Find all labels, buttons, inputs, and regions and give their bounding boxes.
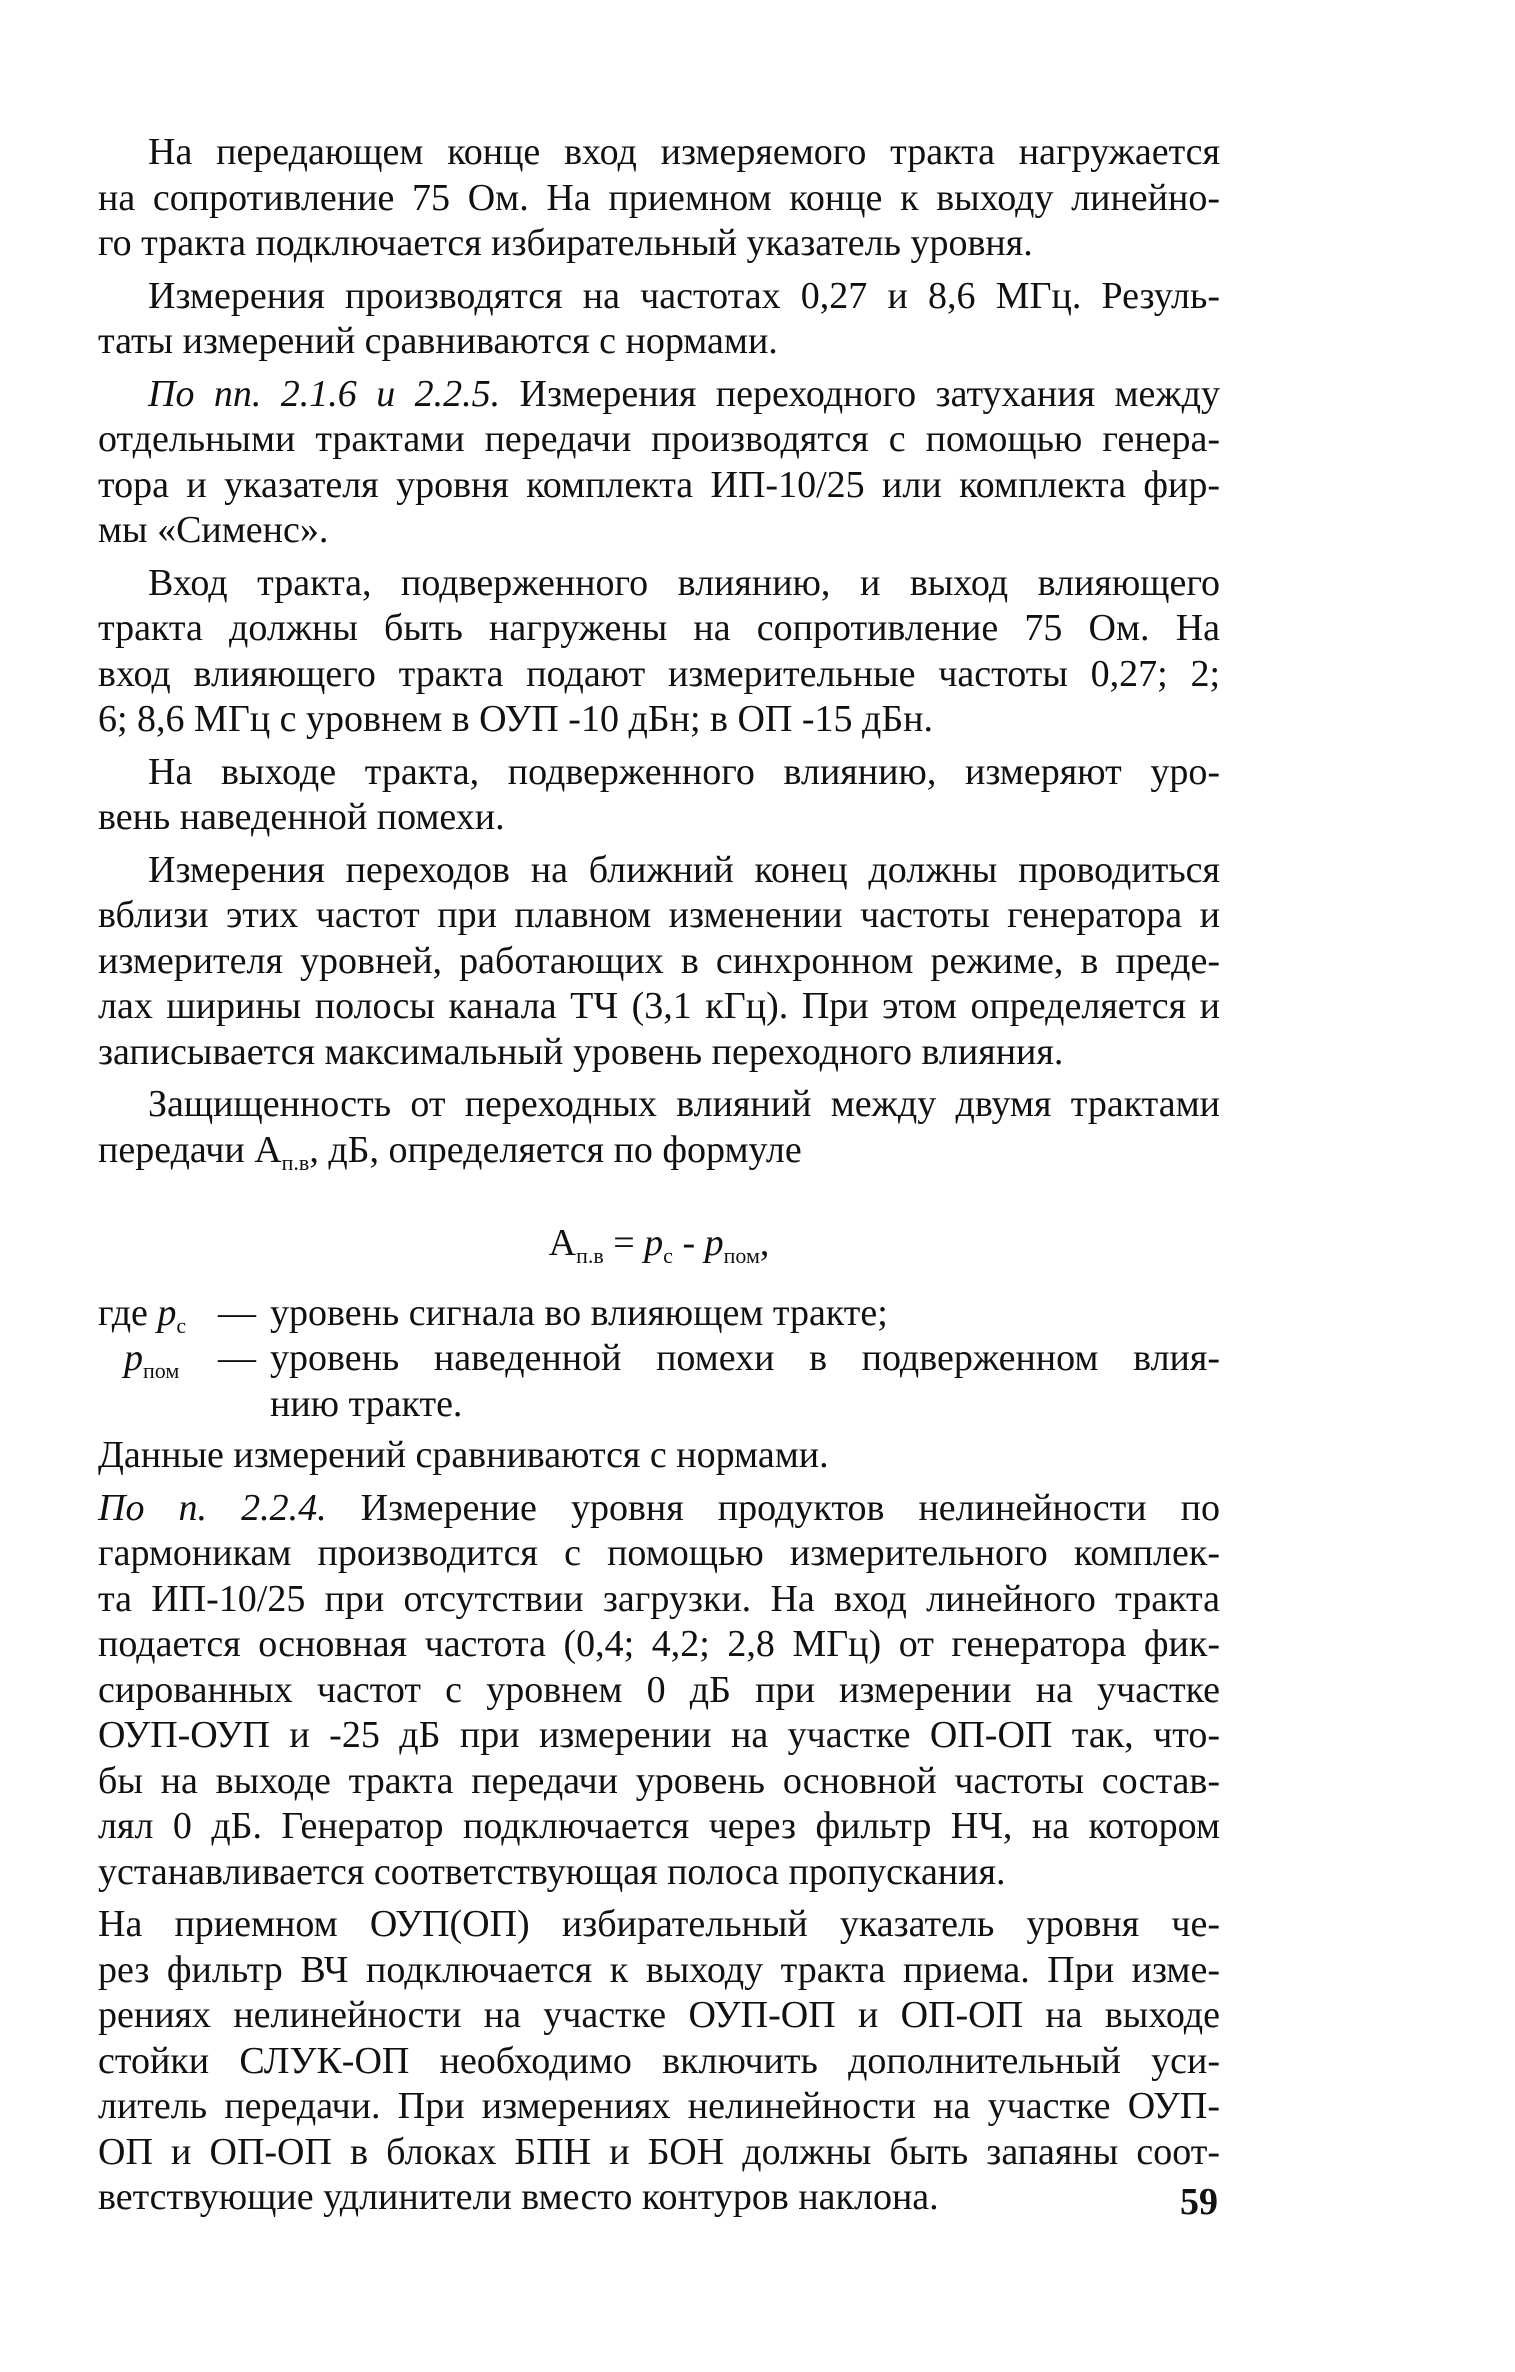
text-line: таты измерений сравниваются с нормами. xyxy=(98,320,778,362)
definition-text: уровень сигнала во влияющем тракте; xyxy=(270,1291,888,1334)
formula-symbol: p xyxy=(157,1291,177,1334)
text-line: вход влияющего тракта подают измерительные частоты 0,27; 2; xyxy=(98,652,1220,695)
formula xyxy=(98,1221,1220,1267)
text-line: записывается максимальный уровень переходного влияния. xyxy=(98,1030,1064,1073)
text-line: литель передачи. При измерениях нелинейности на участке ОУП- xyxy=(98,2085,1220,2127)
subscript: пом xyxy=(723,1243,760,1268)
text-line: Измерения переходов на ближний конец должны проводиться xyxy=(148,848,1220,891)
text-line: подается основная частота (0,4; 4,2; 2,8 МГц) от генератора фик- xyxy=(98,1623,1220,1665)
text-line xyxy=(98,372,1220,418)
paragraph-3 xyxy=(98,372,1220,554)
subscript: п.в xyxy=(576,1243,604,1268)
text-line xyxy=(98,1128,1220,1174)
text-line: Вход тракта, подверженного влиянию, и выход влияющего xyxy=(148,561,1220,604)
definition-list xyxy=(98,1291,1220,1428)
subscript: пом xyxy=(143,1358,180,1383)
text-line: бы на выходе тракта передачи уровень основной частоты состав- xyxy=(98,1759,1220,1802)
page-number: 59 xyxy=(1180,2181,1218,2223)
paragraph-1 xyxy=(98,130,1220,267)
text-line: тракта должны быть нагружены на сопротивление 75 Ом. На xyxy=(98,607,1220,649)
text-line: вблизи этих частот при плавном изменении частоты генератора и xyxy=(98,894,1220,936)
formula-symbol: А xyxy=(548,1222,577,1264)
text-line: отдельными трактами передачи производятся с помощью генера- xyxy=(98,418,1220,460)
text-span: передачи А xyxy=(98,1128,282,1171)
text-line: на сопротивление 75 Ом. На приемном конце к выходу линейно- xyxy=(98,176,1220,219)
text-line: тора и указателя уровня комплекта ИП-10/25 или комплекта фир- xyxy=(98,463,1220,506)
text-line: Данные измерений сравниваются с нормами. xyxy=(98,1434,829,1476)
formula-symbol: p xyxy=(124,1337,143,1379)
section-reference: По п. 2.2.4. xyxy=(98,1486,327,1529)
text-line: измерителя уровней, работающих в синхронном режиме, в преде- xyxy=(98,939,1220,982)
formula-punctuation: , xyxy=(759,1222,770,1264)
paragraph-10 xyxy=(98,1902,1220,2221)
text-line: На приемном ОУП(ОП) избирательный указатель уровня че- xyxy=(98,1903,1220,1945)
definition-term xyxy=(98,1291,218,1337)
subscript: п.в xyxy=(281,1149,310,1175)
text-line: уровень наведенной помехи в подверженном влия- xyxy=(270,1337,1220,1379)
text-line: лах ширины полосы канала ТЧ (3,1 кГц). При этом определяется и xyxy=(98,985,1220,1027)
definition-text xyxy=(270,1336,1220,1427)
page-body xyxy=(98,130,1220,2228)
text-line: Измерения производятся на частотах 0,27 и 8,6 МГц. Резуль- xyxy=(148,274,1220,317)
text-line: 6; 8,6 МГц с уровнем в ОУП -10 дБн; в ОП -15 дБн. xyxy=(98,698,933,740)
text-line xyxy=(98,1486,1220,1532)
paragraph-8 xyxy=(98,1433,1220,1479)
definition-dash: — xyxy=(218,1291,256,1334)
paragraph-6 xyxy=(98,848,1220,1076)
text-line: стойки СЛУК-ОП необходимо включить дополнительный уси- xyxy=(98,2039,1220,2082)
paragraph-9 xyxy=(98,1486,1220,1896)
text-line: На передающем конце вход измеряемого тракта нагружается xyxy=(148,131,1220,173)
text-line: го тракта подключается избирательный указатель уровня. xyxy=(98,222,1033,264)
subscript: с xyxy=(176,1312,187,1338)
text-span: где xyxy=(98,1291,158,1334)
text-line: ветствующие удлинители вместо контуров наклона. xyxy=(98,2176,939,2218)
text-line: та ИП-10/25 при отсутствии загрузки. На вход линейного тракта xyxy=(98,1577,1220,1620)
definition-term xyxy=(98,1336,218,1427)
text-line: устанавливается соответствующая полоса пропускания. xyxy=(98,1850,1006,1893)
text-line: ОП и ОП-ОП в блоках БПН и БОН должны быть запаяны соот- xyxy=(98,2130,1220,2173)
formula-operator: = xyxy=(603,1222,645,1264)
text-line: гармоникам производится с помощью измерительного комплек- xyxy=(98,1532,1220,1574)
section-reference: По пп. 2.1.6 и 2.2.5. xyxy=(148,372,501,415)
formula-symbol: p xyxy=(644,1222,664,1264)
text-line: ОУП-ОУП и -25 дБ при измерении на участке ОП-ОП так, что- xyxy=(98,1714,1220,1756)
paragraph-4 xyxy=(98,561,1220,743)
text-line: мы «Сименс». xyxy=(98,509,329,551)
formula-operator: - xyxy=(672,1222,705,1264)
text-line: сированных частот с уровнем 0 дБ при измерении на участке xyxy=(98,1668,1220,1711)
text-line: На выходе тракта, подверженного влиянию, измеряют уро- xyxy=(148,750,1220,793)
paragraph-7 xyxy=(98,1082,1220,1173)
text-line: рез фильтр ВЧ подключается к выходу тракта приема. При изме- xyxy=(98,1948,1220,1991)
paragraph-2 xyxy=(98,274,1220,365)
text-span: , дБ, определяется по формуле xyxy=(309,1128,802,1171)
text-span: Измерение уровня продуктов нелинейности по xyxy=(326,1486,1220,1529)
definition-dash: — xyxy=(218,1337,256,1379)
paragraph-5 xyxy=(98,750,1220,841)
formula-symbol: p xyxy=(704,1222,724,1264)
text-line: вень наведенной помехи. xyxy=(98,796,505,838)
text-line: нию тракте. xyxy=(270,1382,463,1425)
text-line: рениях нелинейности на участке ОУП-ОП и ОП-ОП на выходе xyxy=(98,1994,1220,2036)
text-line: лял 0 дБ. Генератор подключается через фильтр НЧ, на котором xyxy=(98,1805,1220,1847)
text-span: Измерения переходного затухания между xyxy=(500,372,1220,415)
subscript: с xyxy=(663,1243,673,1268)
text-line: Защищенность от переходных влияний между двумя трактами xyxy=(148,1083,1220,1125)
